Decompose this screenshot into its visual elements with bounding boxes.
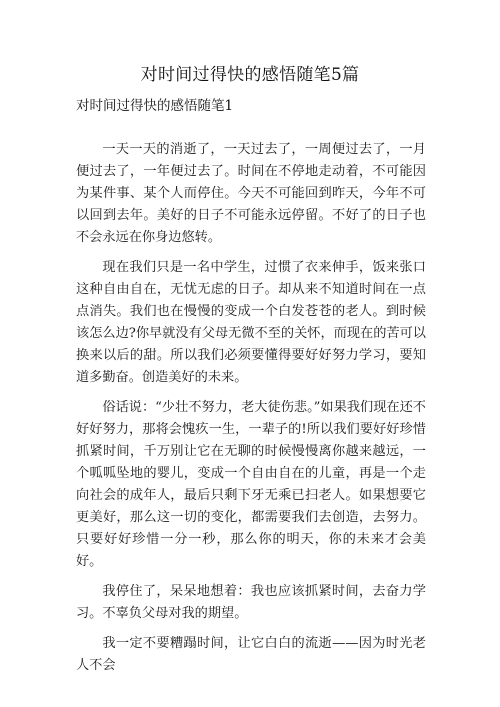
document-body (76, 139, 426, 685)
paragraph-4: 我停住了，呆呆地想着：我也应该抓紧时间，去奋力学习。不辜负父母对我的期望。 (76, 584, 426, 621)
paragraph-1: 一天一天的消逝了，一天过去了，一周便过去了，一月便过去了，一年便过去了。时间在不停地走动着，不可能因为某件事、某个人而停住。今天不可能回到昨天，今年不可以回到去年。美好的日子不可能永远停留。不好了的日子也不会永远在你身边悠转。 (76, 142, 426, 245)
document-title: 对时间过得快的感悟随笔5篇 (140, 65, 360, 85)
section-heading: 对时间过得快的感悟随笔1 (76, 98, 234, 114)
paragraph-2: 现在我们只是一名中学生，过惯了衣来伸手，饭来张口这种自由自在，无忧无虑的日子。却从来不知道时间在一点点消失。我们也在慢慢的变成一个白发苍苍的老人。到时候该怎么边?你早就没有父母无微不至的关怀，而现在的苦可以换来以后的甜。所以我们必须要懂得要好好努力学习，要知道多勤奋。创造美好的未来。 (76, 260, 426, 385)
paragraph-3: 俗话说：“少壮不努力，老大徒伤悲。”如果我们现在还不好好努力，那将会愧疚一生，一辈子的!所以我们要好好珍惜抓紧时间，千万别让它在无聊的时候慢慢离你越来越远，一个呱呱坠地的婴儿，变成一个自由自在的儿童，再是一个走向社会的成年人，最后只剩下牙无乘已扫老人。如果想要它更美好，那么这一切的变化，都需要我们去创造，去努力。只要好好珍惜一分一秒，那么你的明天，你的未来才会美好。 (76, 400, 426, 569)
paragraph-5: 我一定不要糟蹋时间，让它白白的流逝——因为时光老人不会 (76, 636, 426, 673)
